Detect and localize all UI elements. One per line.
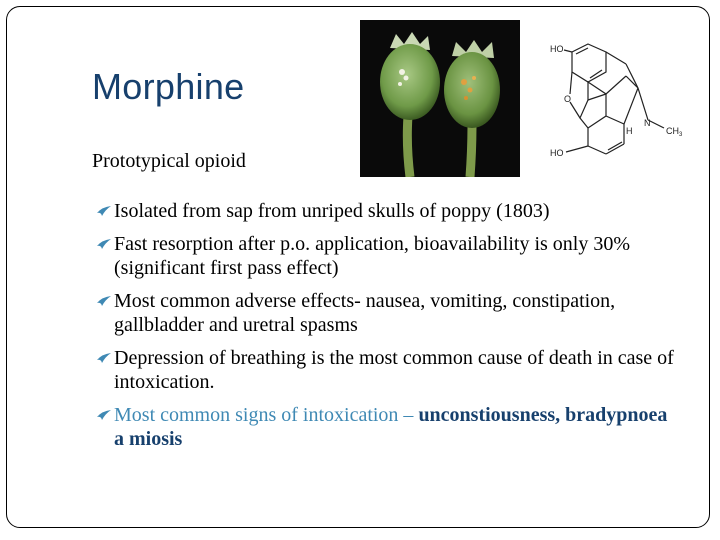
bullet-item — [96, 199, 676, 223]
poppy-photo — [360, 20, 520, 177]
bullet-list — [96, 199, 676, 460]
morphine-structure-diagram — [548, 36, 690, 160]
structure-label-o: O — [564, 94, 572, 104]
bullet-item — [96, 346, 676, 394]
bullet-text: Most common adverse effects- nausea, vomiting, constipation, gallbladder and uretral spasms — [114, 290, 616, 336]
bullet-swoosh-icon — [96, 237, 112, 251]
bullet-text: Isolated from sap from unriped skulls of poppy (1803) — [114, 200, 550, 222]
bullet-item — [96, 289, 676, 337]
bullet-swoosh-icon — [96, 204, 112, 218]
bullet-swoosh-icon — [96, 294, 112, 308]
structure-label-ho-top: HO — [550, 44, 564, 54]
bullet-text: Most common signs of intoxication – — [114, 404, 419, 426]
structure-label-ch3: $CH_3$ — [666, 126, 683, 138]
bullet-swoosh-icon — [96, 408, 112, 422]
bullet-emphasis: unconstiousness, bradypnoea a miosis — [114, 404, 668, 450]
bullet-swoosh-icon — [96, 351, 112, 365]
structure-label-h: H — [626, 126, 633, 136]
structure-label-ho-bottom: HO — [550, 148, 564, 158]
slide-title: Morphine — [92, 66, 245, 107]
bullet-text: Depression of breathing is the most common cause of death in case of intoxication. — [114, 347, 674, 393]
slide-subtitle: Prototypical opioid — [92, 150, 246, 172]
bullet-text: Fast resorption after p.o. application, bioavailability is only 30% (significant first pass effect) — [114, 233, 631, 279]
structure-label-n: N — [644, 118, 651, 128]
bullet-item-highlight — [96, 403, 676, 451]
bullet-item — [96, 232, 676, 280]
